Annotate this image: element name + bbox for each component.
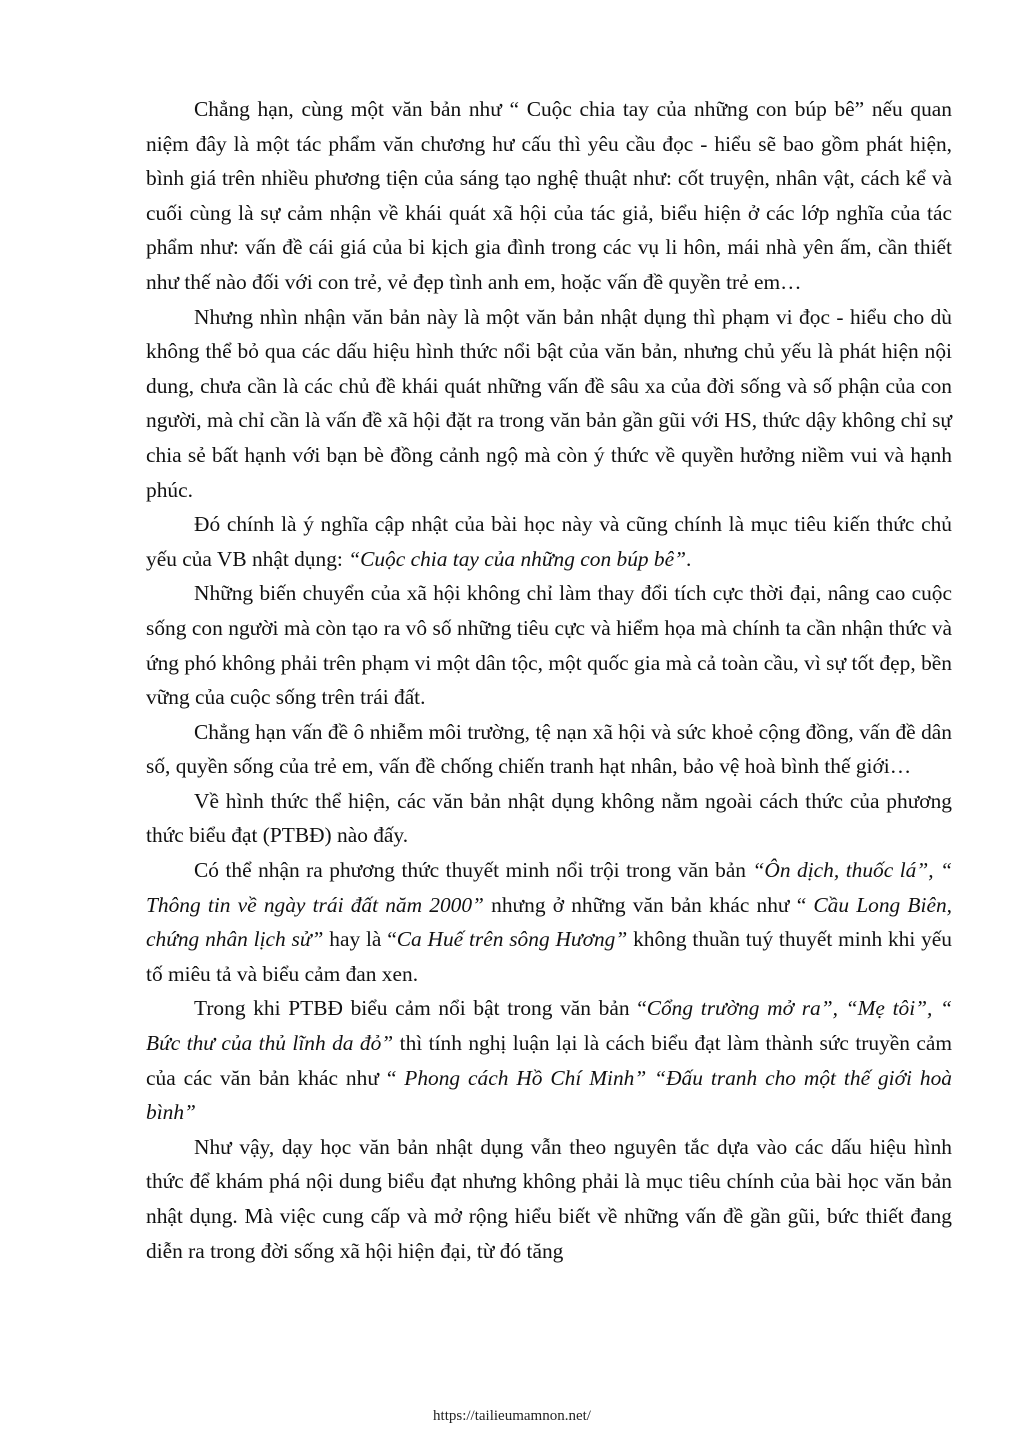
paragraph-text: Có thể nhận ra phương thức thuyết minh nổi trội trong văn bản bbox=[194, 858, 753, 883]
paragraph-text: Như vậy, dạy học văn bản nhật dụng vẫn theo nguyên tắc dựa vào các dấu hiệu hình thức để khám phá nội dung biểu đạt nhưng không phải là mục tiêu chính của bài học văn bản nhật dụng. Mà việc cung cấp và mở rộng hiểu biết về những vấn đề gần gũi, bức thiết đang diễn ra trong đời sống xã hội hiện đại, từ đó tăng bbox=[146, 1134, 952, 1263]
paragraph-text: Đó chính là ý nghĩa cập nhật của bài học này và cũng chính là mục tiêu kiến thức chủ yếu của VB nhật dụng: bbox=[146, 512, 952, 571]
paragraph-text: Nhưng nhìn nhận văn bản này là một văn bản nhật dụng thì phạm vi đọc - hiểu cho dù không thể bỏ qua các dấu hiệu hình thức nổi bật của văn bản, nhưng chủ yếu là phát hiện nội dung, chưa cần là các chủ đề khái quát những vấn đề sâu xa của đời sống và số phận của con người, mà chỉ cần là vấn đề xã hội đặt ra trong văn bản gần gũi với HS, thức dậy không chỉ sự chia sẻ bất hạnh với bạn bè đồng cảnh ngộ mà còn ý thức về quyền hưởng niềm vui và hạnh phúc. bbox=[146, 304, 952, 502]
paragraph-8 bbox=[146, 991, 952, 1129]
work-title: Cổng trường mở ra”, “Mẹ tôi”, “ Bức thư của thủ lĩnh da đỏ” bbox=[146, 996, 952, 1056]
paragraph-text: không thuần tuý thuyết minh khi yếu tố miêu tả và biểu cảm đan xen. bbox=[146, 927, 952, 986]
paragraph-7 bbox=[146, 853, 952, 991]
paragraph-text: Trong khi PTBĐ biểu cảm nổi bật trong văn bản “ bbox=[194, 996, 647, 1021]
paragraph-text: hay là “ bbox=[323, 927, 397, 952]
paragraph-4 bbox=[146, 576, 952, 714]
paragraph-5 bbox=[146, 715, 952, 784]
work-title: Cầu Long Biên, chứng nhân lịch sử” bbox=[146, 892, 952, 952]
paragraph-9 bbox=[146, 1130, 952, 1268]
paragraph-2 bbox=[146, 300, 952, 508]
paragraph-text: Chẳng hạn vấn đề ô nhiễm môi trường, tệ nạn xã hội và sức khoẻ cộng đồng, vấn đề dân số, quyền sống của trẻ em, vấn đề chống chiến tranh hạt nhân, bảo vệ hoà bình thế giới… bbox=[146, 719, 952, 779]
document-body bbox=[146, 92, 952, 1268]
paragraph-text: Chẳng hạn, cùng một văn bản như “ Cuộc chia tay của những con búp bê” nếu quan niệm đây là một tác phẩm văn chương hư cấu thì yêu cầu đọc - hiểu sẽ bao gồm phát hiện, bình giá trên nhiều phương tiện của sáng tạo nghệ thuật như: cốt truyện, nhân vật, cách kể và cuối cùng là sự cảm nhận về khái quát xã hội của tác giả, biểu hiện ở các lớp nghĩa của tác phẩm như: vấn đề cái giá của bi kịch gia đình trong các vụ li hôn, mái nhà yên ấm, cần thiết như thế nào đối với con trẻ, vẻ đẹp tình anh em, hoặc vấn đề quyền trẻ em… bbox=[146, 97, 952, 294]
paragraph-3 bbox=[146, 507, 952, 576]
paragraph-6 bbox=[146, 784, 952, 853]
paragraph-text: Về hình thức thể hiện, các văn bản nhật dụng không nằm ngoài cách thức của phương thức biểu đạt (PTBĐ) nào đấy. bbox=[146, 788, 952, 848]
work-title: “Ôn dịch, thuốc lá”, “ Thông tin về ngày trái đất năm 2000” bbox=[146, 858, 952, 917]
footer-url[interactable] bbox=[0, 1408, 1024, 1425]
paragraph-text: Những biến chuyển của xã hội không chỉ làm thay đổi tích cực thời đại, nâng cao cuộc sống con người mà còn tạo ra vô số những tiêu cực và hiểm họa mà chính ta cần nhận thức và ứng phó không phải trên phạm vi một dân tộc, một quốc gia mà cả toàn cầu, vì sự tốt đẹp, bền vững của cuộc sống trên trái đất. bbox=[146, 581, 952, 710]
work-title: Phong cách Hồ Chí Minh” “Đấu tranh cho một thế giới hoà bình” bbox=[146, 1065, 952, 1125]
paragraph-text: nhưng ở những văn bản khác như “ bbox=[483, 892, 814, 917]
paragraph-text: thì tính nghị luận lại là cách biểu đạt làm thành sức truyền cảm của các văn bản khác như “ bbox=[146, 1031, 953, 1090]
work-title: Ca Huế trên sông Hương” bbox=[396, 927, 628, 952]
footer-link[interactable]: https://tailieumamnon.net/ bbox=[433, 1408, 591, 1424]
paragraph-1 bbox=[146, 92, 952, 300]
paragraph-text: . bbox=[686, 546, 692, 571]
work-title: “Cuộc chia tay của những con búp bê” bbox=[348, 546, 687, 571]
